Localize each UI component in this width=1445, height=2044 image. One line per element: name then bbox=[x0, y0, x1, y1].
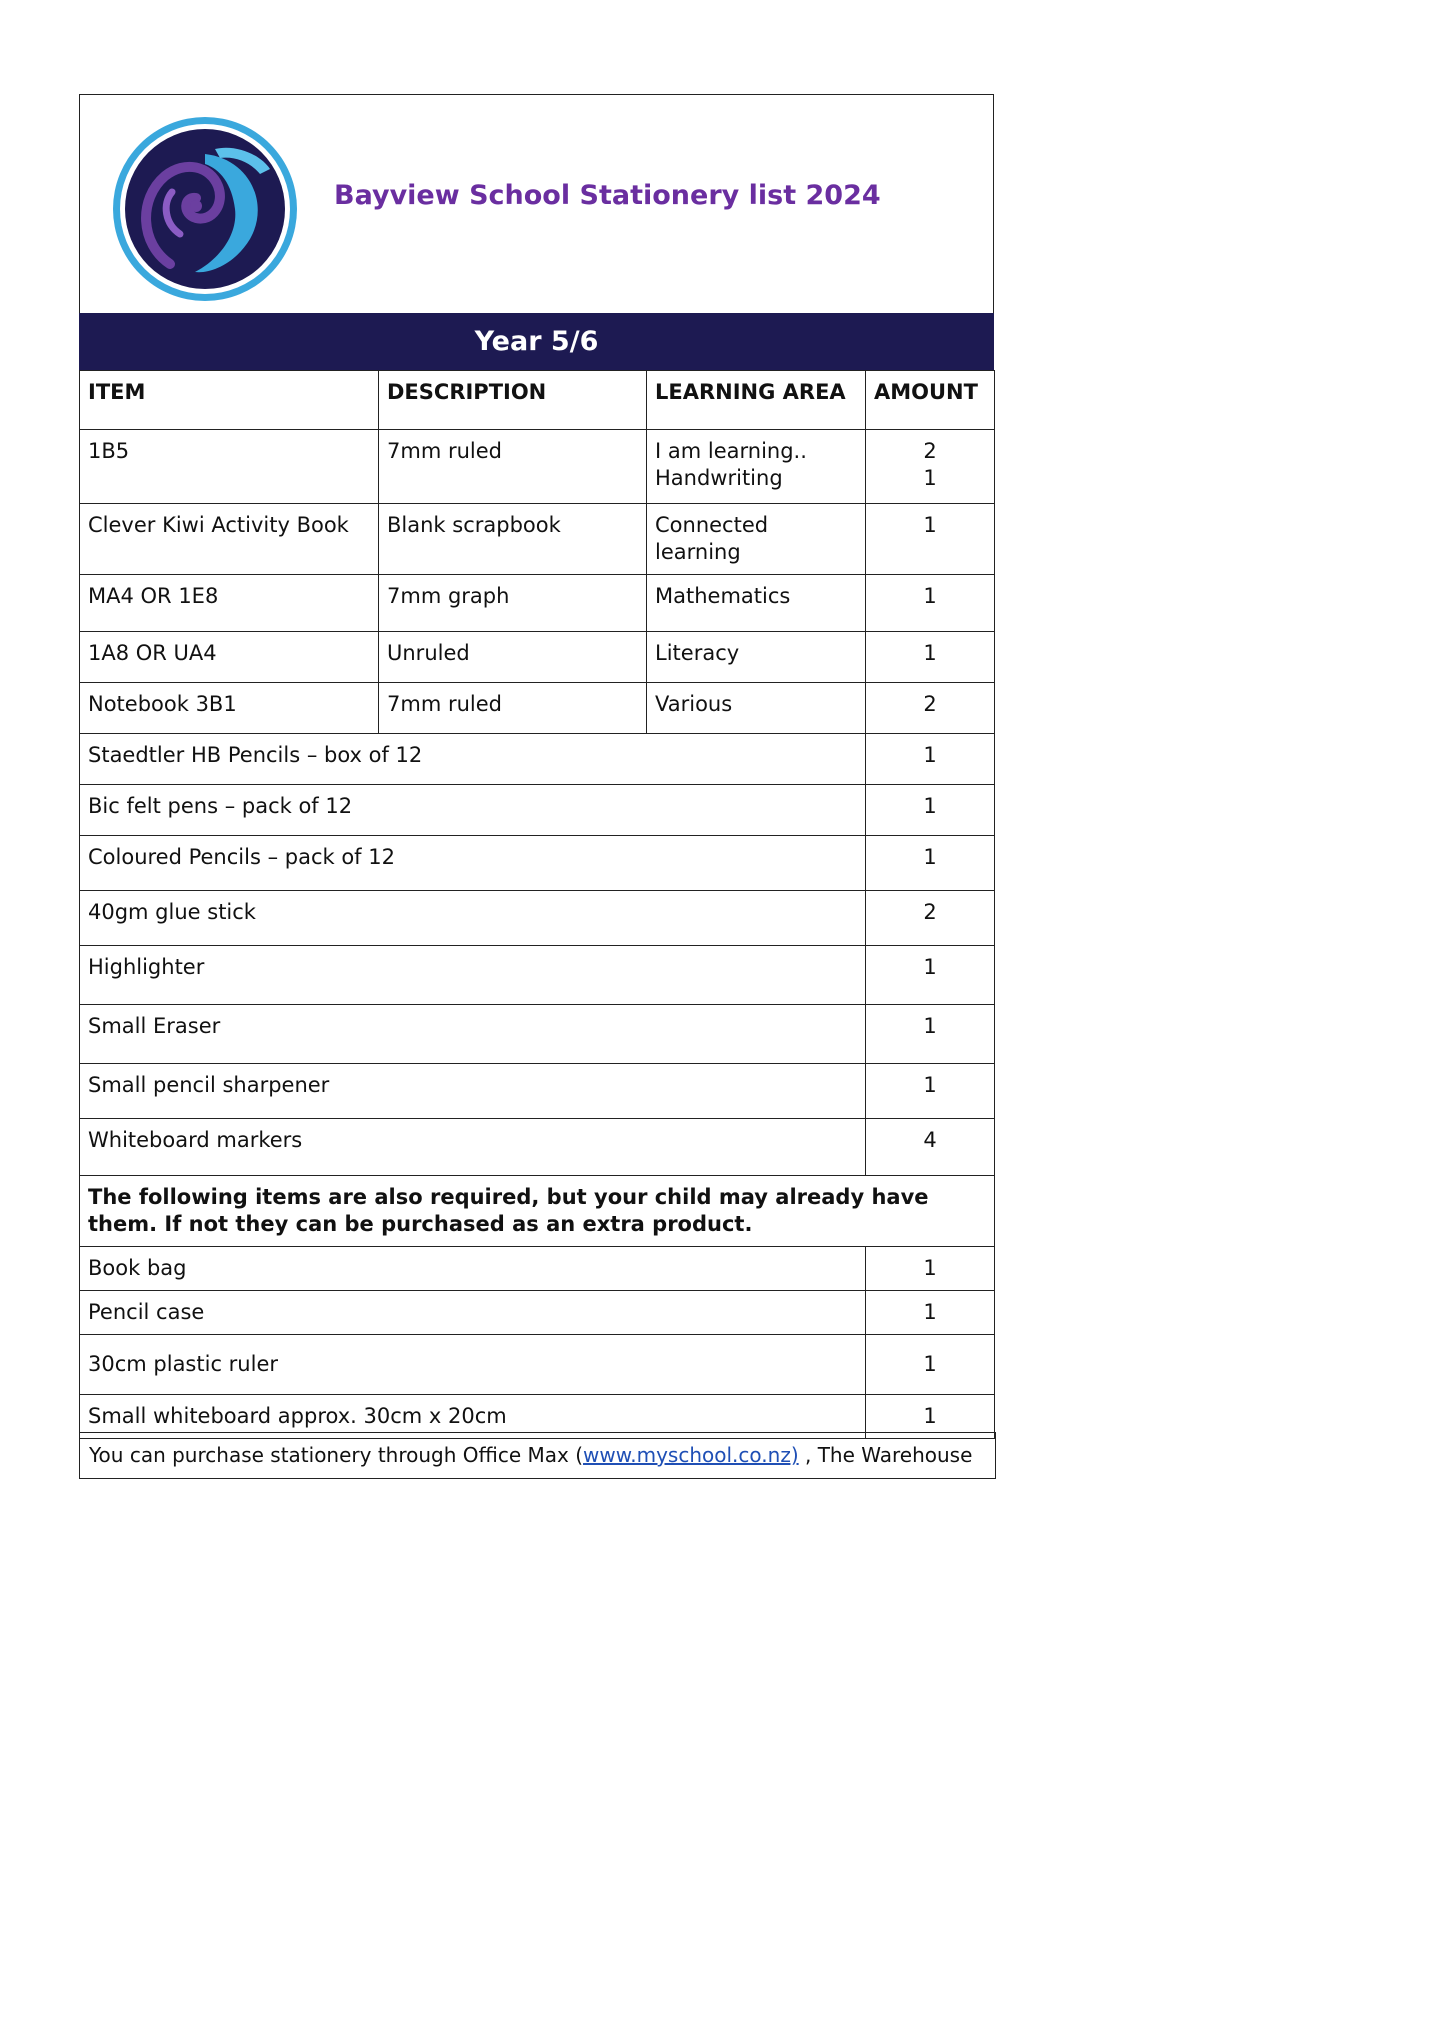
description-cell: Blank scrapbook bbox=[379, 504, 647, 575]
item-cell: Book bag bbox=[80, 1247, 866, 1291]
table-row bbox=[80, 575, 995, 632]
purchase-note bbox=[79, 1432, 996, 1479]
column-header-learning-area: LEARNING AREA bbox=[647, 371, 866, 430]
learning-area-cell bbox=[647, 683, 866, 734]
amount-cell: 1 bbox=[866, 1335, 995, 1395]
table-row bbox=[80, 946, 995, 1005]
amount-line: 1 bbox=[923, 513, 937, 537]
year-level-banner: Year 5/6 bbox=[79, 313, 994, 370]
amount-line: 1 bbox=[923, 641, 937, 665]
amount-line: 1 bbox=[923, 466, 937, 490]
item-cell: Whiteboard markers bbox=[80, 1119, 866, 1176]
learning-area-line: Mathematics bbox=[655, 584, 791, 608]
amount-cell: 1 bbox=[866, 1064, 995, 1119]
learning-area-line: Literacy bbox=[655, 641, 740, 665]
amount-cell bbox=[866, 504, 995, 575]
extra-items-note: The following items are also required, but your child may already have them. If not they can be purchased as an extra product. bbox=[80, 1176, 995, 1247]
table-row bbox=[80, 836, 995, 891]
learning-area-cell bbox=[647, 632, 866, 683]
purchase-note-prefix: You can purchase stationery through Office Max ( bbox=[89, 1443, 584, 1467]
table-row bbox=[80, 1119, 995, 1176]
myschool-link[interactable]: www.myschool.co.nz) bbox=[583, 1443, 799, 1467]
learning-area-line: I am learning.. bbox=[655, 439, 807, 463]
amount-cell: 1 bbox=[866, 785, 995, 836]
amount-line: 1 bbox=[923, 584, 937, 608]
amount-line: 2 bbox=[923, 439, 937, 463]
table-row bbox=[80, 632, 995, 683]
amount-cell: 1 bbox=[866, 1291, 995, 1335]
learning-area-line: Various bbox=[655, 692, 733, 716]
amount-cell: 1 bbox=[866, 1005, 995, 1064]
amount-cell: 1 bbox=[866, 946, 995, 1005]
purchase-note-suffix: , The Warehouse bbox=[798, 1443, 973, 1467]
table-row bbox=[80, 1005, 995, 1064]
table-row bbox=[80, 1247, 995, 1291]
learning-area-cell bbox=[647, 504, 866, 575]
amount-cell: 1 bbox=[866, 734, 995, 785]
item-cell: 1B5 bbox=[80, 430, 379, 504]
extra-items-note-row bbox=[80, 1176, 995, 1247]
amount-cell: 1 bbox=[866, 1395, 995, 1439]
item-cell: 40gm glue stick bbox=[80, 891, 866, 946]
item-cell: Coloured Pencils – pack of 12 bbox=[80, 836, 866, 891]
amount-cell bbox=[866, 632, 995, 683]
amount-line: 2 bbox=[923, 692, 937, 716]
learning-area-line: Handwriting bbox=[655, 466, 783, 490]
item-cell: Small Eraser bbox=[80, 1005, 866, 1064]
table-row bbox=[80, 734, 995, 785]
amount-cell bbox=[866, 430, 995, 504]
amount-cell: 1 bbox=[866, 836, 995, 891]
learning-area-cell bbox=[647, 430, 866, 504]
amount-cell bbox=[866, 575, 995, 632]
page-title: Bayview School Stationery list 2024 bbox=[334, 180, 881, 211]
item-cell: Highlighter bbox=[80, 946, 866, 1005]
column-header-item: ITEM bbox=[80, 371, 379, 430]
item-cell: MA4 OR 1E8 bbox=[80, 575, 379, 632]
table-row bbox=[80, 1335, 995, 1395]
item-cell: Small whiteboard approx. 30cm x 20cm bbox=[80, 1395, 866, 1439]
item-cell: 30cm plastic ruler bbox=[80, 1335, 866, 1395]
stationery-table bbox=[79, 370, 995, 1439]
description-cell: Unruled bbox=[379, 632, 647, 683]
item-cell: Staedtler HB Pencils – box of 12 bbox=[80, 734, 866, 785]
description-cell: 7mm ruled bbox=[379, 683, 647, 734]
amount-cell: 1 bbox=[866, 1247, 995, 1291]
column-header-amount: AMOUNT bbox=[866, 371, 995, 430]
item-cell: Pencil case bbox=[80, 1291, 866, 1335]
table-row bbox=[80, 1291, 995, 1335]
amount-cell: 2 bbox=[866, 891, 995, 946]
description-cell: 7mm graph bbox=[379, 575, 647, 632]
table-row bbox=[80, 891, 995, 946]
table-header-row bbox=[80, 371, 995, 430]
item-cell: Bic felt pens – pack of 12 bbox=[80, 785, 866, 836]
item-cell: Clever Kiwi Activity Book bbox=[80, 504, 379, 575]
table-row bbox=[80, 785, 995, 836]
learning-area-cell bbox=[647, 575, 866, 632]
item-cell: 1A8 OR UA4 bbox=[80, 632, 379, 683]
amount-cell: 4 bbox=[866, 1119, 995, 1176]
table-row bbox=[80, 683, 995, 734]
description-cell: 7mm ruled bbox=[379, 430, 647, 504]
school-logo bbox=[110, 114, 300, 304]
table-row bbox=[80, 430, 995, 504]
table-row bbox=[80, 504, 995, 575]
item-cell: Small pencil sharpener bbox=[80, 1064, 866, 1119]
item-cell: Notebook 3B1 bbox=[80, 683, 379, 734]
column-header-description: DESCRIPTION bbox=[379, 371, 647, 430]
learning-area-line: Connected learning bbox=[655, 513, 769, 564]
table-row bbox=[80, 1064, 995, 1119]
amount-cell bbox=[866, 683, 995, 734]
